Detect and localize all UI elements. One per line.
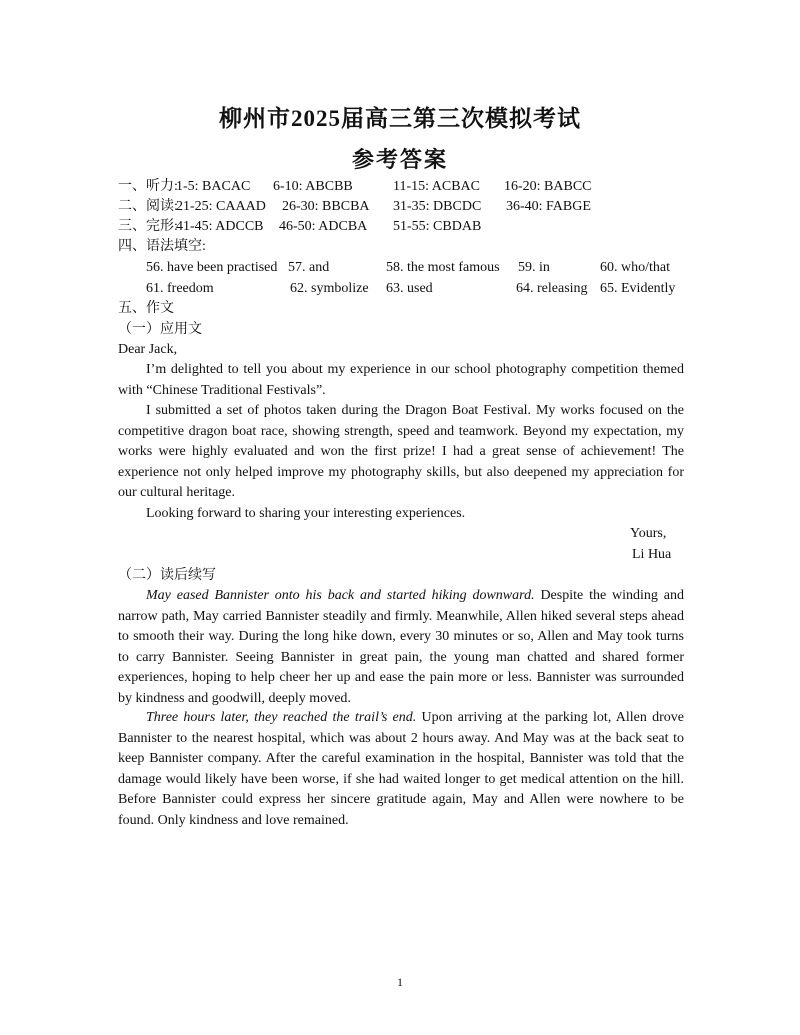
- paragraph-lead-sentence: May eased Bannister onto his back and started hiking downward.: [146, 588, 535, 603]
- continuation-writing-label: （二）读后续写: [118, 568, 216, 583]
- letter-greeting: Dear Jack,: [118, 342, 178, 357]
- letter-paragraph: I submitted a set of photos taken during the Dragon Boat Festival. My works focused on the competitive dragon boat race, showing strength, speed and teamwork. Beyond my expectation, my works were highly evaluated and won the first prize! I had a great sense of achievement! The experience not only helped improve my photography skills, but also deepened my appreciation for our cultural heritage.: [118, 403, 684, 501]
- reading-answer-group: 26-30: BBCBA: [282, 199, 370, 214]
- grammar-answer: 63. used: [386, 281, 433, 296]
- cloze-answer-group: 51-55: CBDAB: [393, 219, 482, 234]
- reading-answer-group: 31-35: DBCDC: [393, 199, 482, 214]
- grammar-answer: 57. and: [288, 260, 330, 275]
- grammar-answer: 62. symbolize: [290, 281, 369, 296]
- grammar-answer: 65. Evidently: [600, 281, 676, 296]
- cloze-label: 三、完形:: [118, 219, 178, 234]
- practical-writing-label: （一）应用文: [118, 322, 202, 337]
- writing-label: 五、作文: [118, 301, 174, 316]
- grammar-answer: 64. releasing: [516, 281, 588, 296]
- listening-answer-group: 16-20: BABCC: [504, 179, 592, 194]
- cloze-answer-group: 46-50: ADCBA: [279, 219, 368, 234]
- grammar-answer: 61. freedom: [146, 281, 214, 296]
- grammar-label: 四、语法填空:: [118, 239, 206, 254]
- letter-paragraph: Looking forward to sharing your interesting experiences.: [146, 506, 466, 521]
- listening-answer-group: 6-10: ABCBB: [273, 179, 353, 194]
- paragraph-body: Upon arriving at the parking lot, Allen drove Bannister to the nearest hospital, which was about 2 hours away. And May was at the back seat to keep Bannister company. After the careful examination in the hospital, Bannister was told that the damage would likely have been worse, if she had waited longer to get medical attention on the hill. Before Bannister could express her sincere gratitude again, May and Allen were nowhere to be found. Only kindness and love remained.: [118, 710, 684, 828]
- cloze-answer-group: 41-45: ADCCB: [176, 219, 264, 234]
- listening-answer-group: 1-5: BACAC: [176, 179, 251, 194]
- grammar-answer: 58. the most famous: [386, 260, 500, 275]
- continuation-paragraph: [118, 708, 684, 832]
- paragraph-body: Despite the winding and narrow path, May carried Bannister steadily and firmly. Meanwhile, Allen hiked several steps ahead to smooth their way. During the long hike down, every 30 minutes or so, Allen and May took turns to carry Bannister. Seeing Bannister in great pain, the young man chatted and shared former experiences, hoping to help cheer her up and ease the pain more or less. Bannister was surrounded by kindness and goodwill, deeply moved.: [118, 588, 684, 706]
- listening-answer-group: 11-15: ACBAC: [393, 179, 480, 194]
- reading-label: 二、阅读:: [118, 199, 178, 214]
- reading-answer-group: 21-25: CAAAD: [176, 199, 266, 214]
- page-title: 柳州市2025届高三第三次模拟考试: [219, 106, 581, 131]
- letter-signature: Li Hua: [632, 547, 672, 562]
- page-number: 1: [397, 975, 403, 989]
- page-subtitle: 参考答案: [351, 147, 448, 172]
- reading-answer-group: 36-40: FABGE: [506, 199, 591, 214]
- listening-label: 一、听力:: [118, 179, 178, 194]
- grammar-answer: 60. who/that: [600, 260, 670, 275]
- grammar-answer: 59. in: [518, 260, 550, 275]
- grammar-answer: 56. have been practised: [146, 260, 278, 275]
- letter-closing: Yours,: [630, 526, 667, 541]
- paragraph-lead-sentence: Three hours later, they reached the trail’s end.: [146, 710, 417, 725]
- letter-paragraph: I’m delighted to tell you about my experience in our school photography competition themed with “Chinese Traditional Festivals”.: [118, 362, 684, 398]
- continuation-paragraph: [118, 586, 684, 710]
